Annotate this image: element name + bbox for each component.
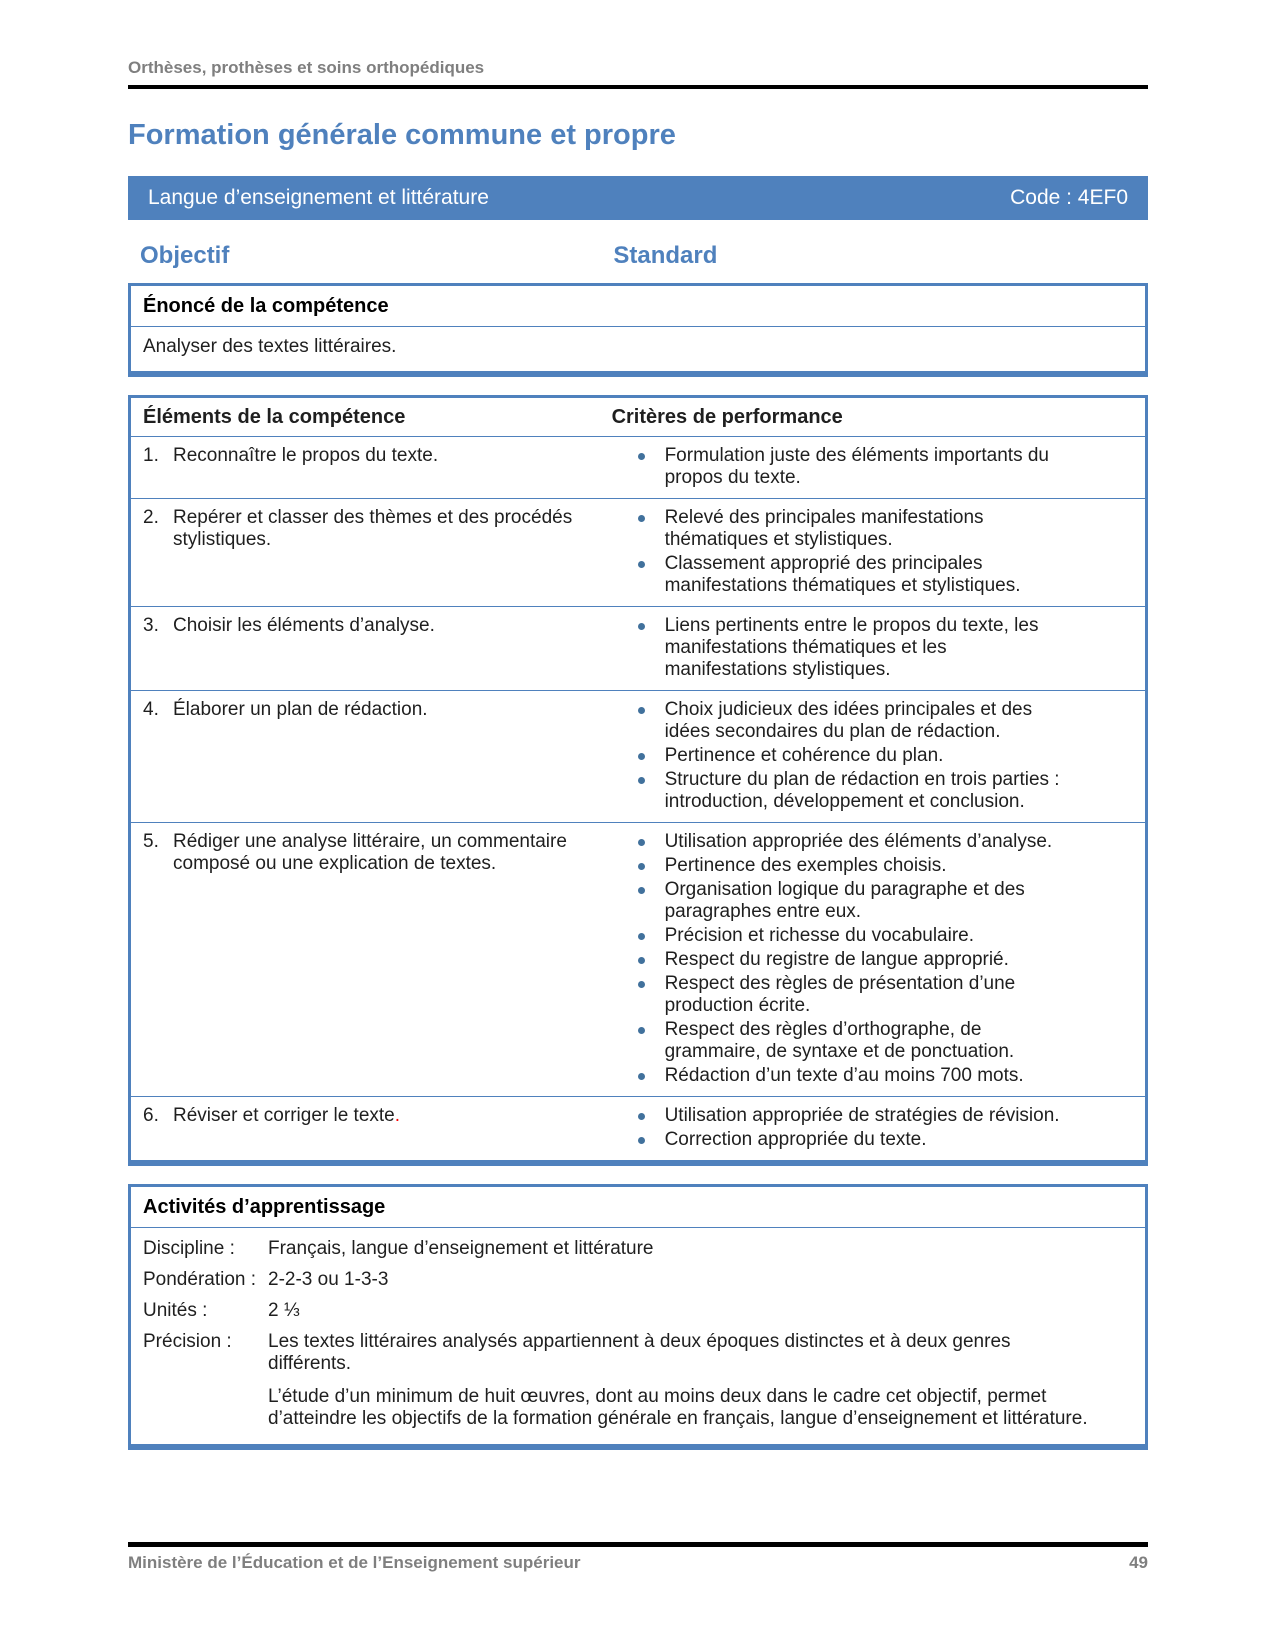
criteria-text: Correction appropriée du texte.	[664, 1129, 927, 1150]
criteria-item	[612, 1065, 1145, 1087]
criteria-text: Respect des règles d’orthographe, de grammaire, de syntaxe et de ponctuation.	[664, 1019, 1015, 1062]
criteria-item	[612, 831, 1145, 853]
criteria-cell	[608, 1097, 1145, 1160]
banner-code: Code : 4EF0	[1010, 186, 1128, 209]
element-text: Élaborer un plan de rédaction.	[173, 699, 428, 720]
red-period: .	[394, 1105, 401, 1126]
element-text-main: Réviser et corriger le texte	[173, 1105, 395, 1126]
criteria-cell	[608, 607, 1145, 690]
precision-paragraph-1: Les textes littéraires analysés appartiennent à deux époques distinctes et à deux genres différents.	[268, 1331, 1011, 1374]
competence-statement-text: Analyser des textes littéraires.	[143, 336, 397, 357]
criteria-list	[612, 445, 1145, 489]
criteria-item	[612, 769, 1145, 813]
criteria-text: Précision et richesse du vocabulaire.	[664, 925, 975, 946]
bullet-icon	[638, 1113, 645, 1120]
criteria-item	[612, 925, 1145, 947]
banner-title: Langue d’enseignement et littérature	[148, 186, 489, 209]
criteria-text: Rédaction d’un texte d’au moins 700 mots.	[664, 1065, 1024, 1086]
table-row	[131, 691, 1145, 823]
criteria-item	[612, 879, 1145, 923]
criteria-list	[612, 699, 1145, 813]
element-text: Rédiger une analyse littéraire, un commentaire composé ou une explication de textes.	[173, 831, 567, 874]
criteria-text: Respect des règles de présentation d’une production écrite.	[664, 973, 1016, 1016]
criteria-item	[612, 1019, 1145, 1063]
footer-text: Ministère de l’Éducation et de l’Enseignement supérieur	[128, 1553, 581, 1572]
objectif-heading: Objectif	[140, 242, 230, 269]
criteria-cell	[608, 691, 1145, 822]
activities-header: Activités d’apprentissage	[131, 1187, 1145, 1228]
element-text	[173, 1105, 598, 1127]
criteria-cell	[608, 499, 1145, 606]
criteria-item	[612, 1129, 1145, 1151]
table-row	[131, 823, 1145, 1097]
element-number: 2.	[143, 507, 159, 528]
element-cell	[131, 1097, 608, 1160]
page-footer	[128, 1542, 1148, 1573]
criteria-text: Utilisation appropriée de stratégies de révision.	[664, 1105, 1060, 1126]
element-text: Choisir les éléments d’analyse.	[173, 615, 435, 636]
criteria-item	[612, 445, 1145, 489]
section-title: Formation générale commune et propre	[128, 119, 676, 151]
criteria-text: Relevé des principales manifestations thématiques et stylistiques.	[664, 507, 984, 550]
criteria-text: Pertinence des exemples choisis.	[664, 855, 947, 876]
field-unites	[143, 1300, 1133, 1322]
criteria-header: Critères de performance	[611, 406, 843, 428]
competence-statement-header: Énoncé de la compétence	[131, 286, 1145, 327]
element-number: 4.	[143, 699, 159, 720]
column-headings	[128, 242, 1148, 270]
criteria-text: Formulation juste des éléments importants du propos du texte.	[664, 445, 1049, 488]
activities-fields	[131, 1228, 1145, 1444]
bullet-icon	[638, 839, 645, 846]
field-label: Unités :	[143, 1300, 208, 1321]
criteria-text: Respect du registre de langue approprié.	[664, 949, 1009, 970]
standard-heading: Standard	[613, 242, 718, 269]
table-row	[131, 1097, 1145, 1160]
bullet-icon	[638, 753, 645, 760]
bullet-icon	[638, 561, 645, 568]
criteria-item	[612, 615, 1145, 681]
element-cell	[131, 691, 608, 822]
bullet-icon	[638, 981, 645, 988]
bullet-icon	[638, 623, 645, 630]
criteria-item	[612, 553, 1145, 597]
criteria-item	[612, 745, 1145, 767]
element-number: 1.	[143, 445, 159, 466]
element-number: 3.	[143, 615, 159, 636]
bullet-icon	[638, 515, 645, 522]
course-banner	[128, 176, 1148, 220]
criteria-cell	[608, 437, 1145, 498]
element-number: 5.	[143, 831, 159, 852]
criteria-text: Organisation logique du paragraphe et des paragraphes entre eux.	[664, 879, 1025, 922]
competence-statement-box	[128, 283, 1148, 377]
element-text: Repérer et classer des thèmes et des procédés stylistiques.	[173, 507, 573, 550]
element-cell	[131, 499, 608, 606]
running-header	[128, 0, 1148, 89]
bullet-icon	[638, 863, 645, 870]
field-value	[268, 1331, 1133, 1430]
criteria-text: Structure du plan de rédaction en trois parties : introduction, développement et conclusion.	[664, 769, 1060, 812]
elements-criteria-table	[128, 395, 1148, 1166]
element-number: 6.	[143, 1105, 159, 1126]
bullet-icon	[638, 777, 645, 784]
field-precision	[143, 1331, 1133, 1430]
element-cell	[131, 607, 608, 690]
field-label: Précision :	[143, 1331, 232, 1352]
criteria-list	[612, 507, 1145, 597]
field-ponderation	[143, 1269, 1133, 1291]
criteria-text: Utilisation appropriée des éléments d’analyse.	[664, 831, 1053, 852]
bullet-icon	[638, 957, 645, 964]
field-label: Pondération :	[143, 1269, 257, 1290]
field-value: Français, langue d’enseignement et littérature	[268, 1238, 654, 1259]
table-header-row	[131, 398, 1145, 437]
table-row	[131, 607, 1145, 691]
criteria-item	[612, 699, 1145, 743]
criteria-item	[612, 949, 1145, 971]
bullet-icon	[638, 1137, 645, 1144]
criteria-list	[612, 831, 1145, 1087]
element-cell	[131, 823, 608, 1096]
element-text: Reconnaître le propos du texte.	[173, 445, 439, 466]
field-label: Discipline :	[143, 1238, 235, 1259]
field-value: 2 ⅓	[268, 1300, 300, 1321]
criteria-cell	[608, 823, 1145, 1096]
criteria-list	[612, 1105, 1145, 1151]
bullet-icon	[638, 453, 645, 460]
criteria-item	[612, 855, 1145, 877]
elements-header: Éléments de la compétence	[143, 406, 406, 428]
running-header-title: Orthèses, prothèses et soins orthopédiques	[128, 58, 485, 77]
criteria-item	[612, 1105, 1145, 1127]
criteria-text: Classement approprié des principales manifestations thématiques et stylistiques.	[664, 553, 1021, 596]
bullet-icon	[638, 1073, 645, 1080]
bullet-icon	[638, 1027, 645, 1034]
bullet-icon	[638, 707, 645, 714]
criteria-text: Liens pertinents entre le propos du texte, les manifestations thématiques et les manifestations stylistiques.	[664, 615, 1039, 680]
table-row	[131, 437, 1145, 499]
criteria-text: Choix judicieux des idées principales et des idées secondaires du plan de rédaction.	[664, 699, 1033, 742]
criteria-list	[612, 615, 1145, 681]
criteria-text: Pertinence et cohérence du plan.	[664, 745, 944, 766]
table-row	[131, 499, 1145, 607]
bullet-icon	[638, 933, 645, 940]
criteria-item	[612, 507, 1145, 551]
precision-paragraph-2: L’étude d’un minimum de huit œuvres, dont au moins deux dans le cadre cet objectif, permet d’atteindre les objectifs de la formation générale en français, langue d’enseignement et littérature.	[268, 1386, 1088, 1429]
criteria-item	[612, 973, 1145, 1017]
footer-page-number: 49	[1129, 1553, 1148, 1572]
field-value: 2-2-3 ou 1-3-3	[268, 1269, 389, 1290]
activities-box	[128, 1184, 1148, 1450]
element-cell	[131, 437, 608, 498]
bullet-icon	[638, 887, 645, 894]
field-discipline	[143, 1238, 1133, 1260]
